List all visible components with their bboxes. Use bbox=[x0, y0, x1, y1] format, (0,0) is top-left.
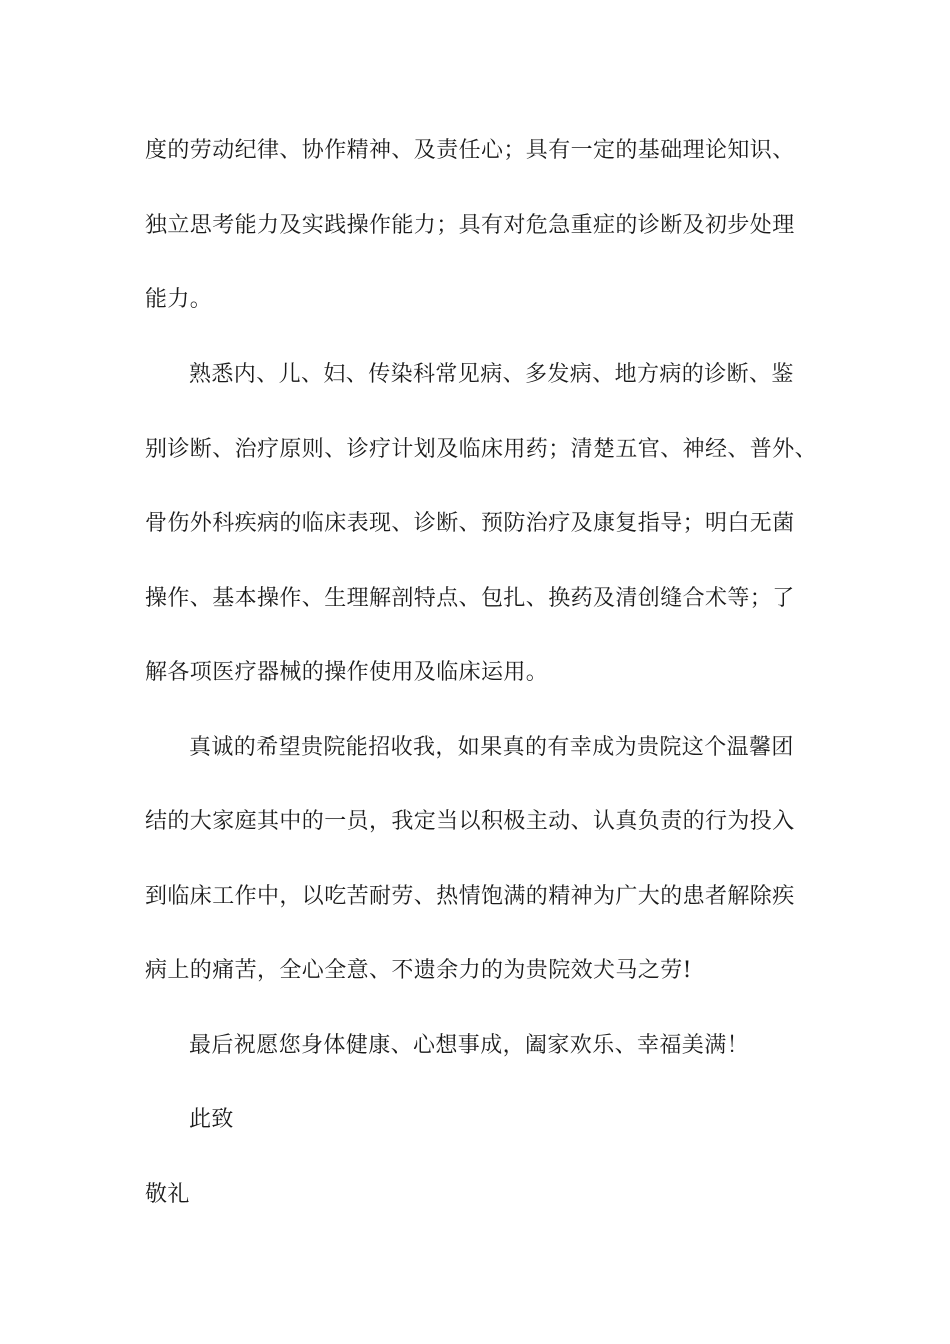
paragraph-line: 解各项医疗器械的操作使用及临床运用。 bbox=[145, 660, 549, 685]
paragraph-line: 熟悉内、儿、妇、传染科常见病、多发病、地方病的诊断、鉴 bbox=[189, 362, 794, 387]
paragraph-line: 别诊断、治疗原则、诊疗计划及临床用药；清楚五官、神经、普外、 bbox=[145, 437, 818, 462]
paragraph-line: 能力。 bbox=[145, 287, 213, 312]
paragraph-line: 到临床工作中，以吃苦耐劳、热情饱满的精神为广大的患者解除疾 bbox=[145, 884, 795, 909]
paragraph-line: 独立思考能力及实践操作能力；具有对危急重症的诊断及初步处理 bbox=[145, 213, 795, 238]
paragraph-line: 骨伤外科疾病的临床表现、诊断、预防治疗及康复指导；明白无菌 bbox=[145, 511, 795, 536]
paragraph-line: 病上的痛苦，全心全意、不遗余力的为贵院效犬马之劳! bbox=[145, 958, 692, 983]
paragraph-line: 真诚的希望贵院能招收我，如果真的有幸成为贵院这个温馨团 bbox=[189, 735, 794, 760]
paragraph-line: 最后祝愿您身体健康、心想事成，阖家欢乐、幸福美满！ bbox=[189, 1033, 750, 1058]
paragraph-line: 度的劳动纪律、协作精神、及责任心；具有一定的基础理论知识、 bbox=[145, 138, 795, 163]
paragraph-line: 操作、基本操作、生理解剖特点、包扎、换药及清创缝合术等；了 bbox=[145, 586, 795, 611]
closing-regards: 敬礼 bbox=[145, 1182, 190, 1207]
paragraph-line: 结的大家庭其中的一员，我定当以积极主动、认真负责的行为投入 bbox=[145, 809, 795, 834]
closing-salutation: 此致 bbox=[189, 1107, 234, 1132]
